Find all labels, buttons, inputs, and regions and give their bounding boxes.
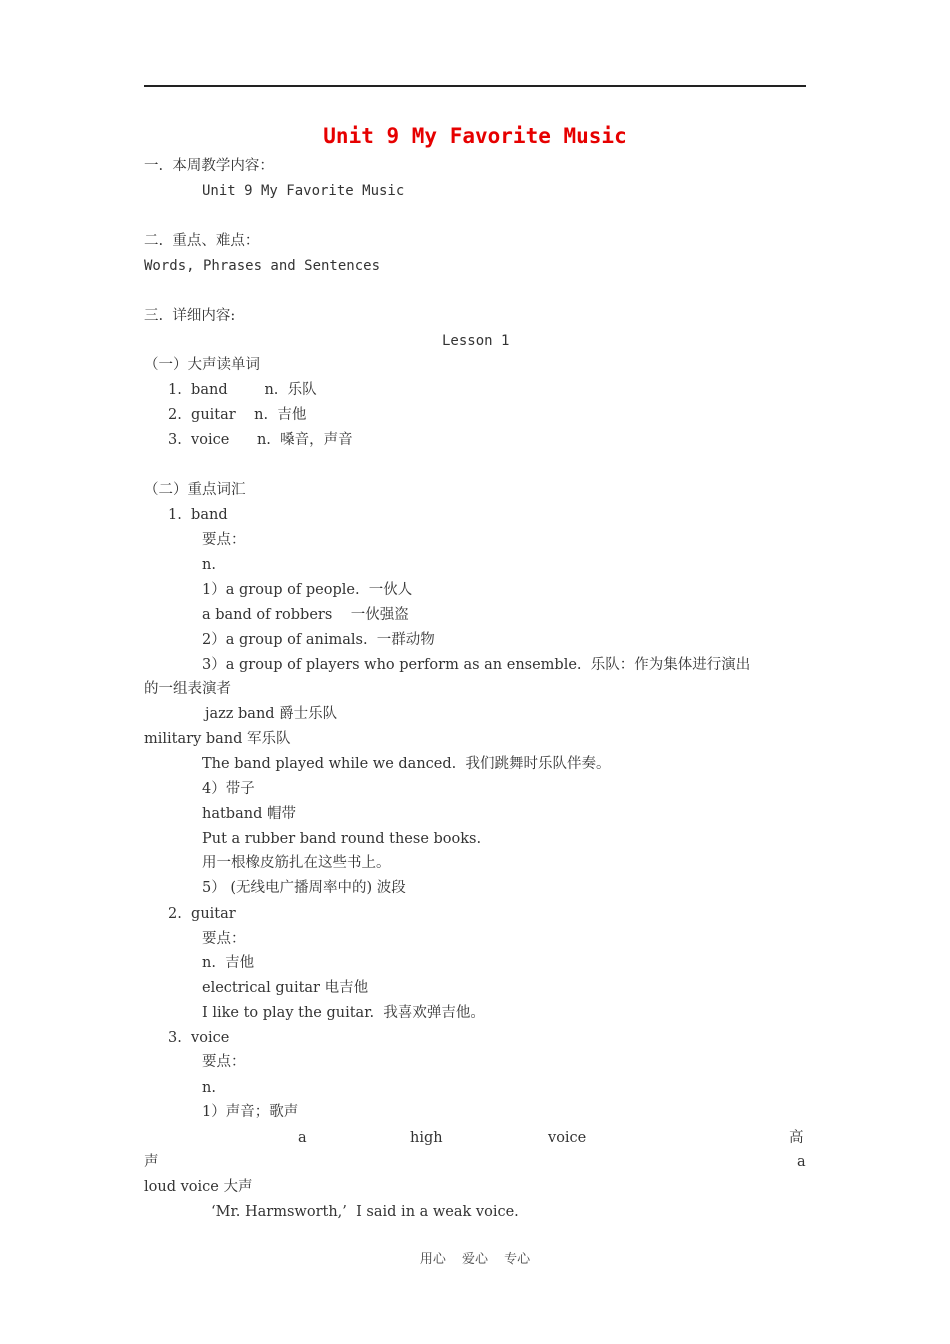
definition-line: 1）a group of people. 一伙人 [202,582,413,598]
example-line: loud voice 大声 [144,1179,253,1195]
example-line: jazz band 爵士乐队 [205,706,338,722]
justified-word: voice [548,1130,587,1146]
example-line: The band played while we danced. 我们跳舞时乐队伴奏。 [202,756,611,772]
footer-motto: 爱心 [461,1252,488,1267]
example-line: hatband 帽带 [202,806,296,822]
footer-motto: 专心 [504,1252,531,1267]
part-of-speech: n. [202,1080,216,1096]
key-points-label: 要点： [202,931,246,947]
example-translation: 用一根橡皮筋扎在这些书上。 [202,855,391,871]
page-title: Unit 9 My Favorite Music [323,124,627,148]
definition-line: 1）声音；歌声 [202,1104,299,1120]
definition-line: n. 吉他 [202,955,255,971]
justified-word: high [410,1130,443,1146]
header-rule [144,85,806,87]
example-line: military band 军乐队 [144,731,291,747]
justified-word: a [797,1154,806,1170]
part-of-speech: n. [202,557,216,573]
vocab-heading: 2. guitar [168,906,236,922]
section-3-heading: 三. 详细内容: [144,308,236,324]
page-footer [0,1248,950,1267]
section-2-heading: 二. 重点、难点： [144,233,260,249]
example-line: Put a rubber band round these books. [202,831,482,847]
lesson-heading: Lesson 1 [442,333,510,349]
footer-motto: 用心 [419,1252,446,1267]
word-item: 2. guitar n. 吉他 [168,407,307,423]
definition-line: 5） (无线电广播周率中的) 波段 [202,880,406,896]
section-1-heading: 一. 本周教学内容： [144,158,274,174]
definition-line: 4）带子 [202,781,255,797]
definition-line-continued: 的一组表演者 [144,681,231,697]
key-points-label: 要点： [202,1054,246,1070]
subsection-1-heading: （一）大声读单词 [144,357,260,373]
definition-line: 2）a group of animals. 一群动物 [202,632,435,648]
section-2-content: Words, Phrases and Sentences [144,258,381,274]
definition-line: 3）a group of players who perform as an ensemble. 乐队：作为集体进行演出 [202,657,751,673]
section-1-content: Unit 9 My Favorite Music [202,183,405,199]
vocab-heading: 3. voice [168,1030,230,1046]
subsection-2-heading: （二）重点词汇 [144,482,246,498]
word-item: 1. band n. 乐队 [168,382,317,398]
example-line: I like to play the guitar. 我喜欢弹吉他。 [202,1005,485,1021]
justified-word: 高 [789,1130,804,1146]
example-line: electrical guitar 电吉他 [202,980,369,996]
word-item: 3. voice n. 嗓音，声音 [168,432,353,448]
example-line: ‘Mr. Harmsworth,’ I said in a weak voice. [211,1204,519,1220]
justified-word: a [298,1130,307,1146]
example-line: a band of robbers 一伙强盗 [202,607,409,623]
key-points-label: 要点： [202,532,246,548]
vocab-heading: 1. band [168,507,228,523]
justified-word: 声 [144,1154,159,1170]
